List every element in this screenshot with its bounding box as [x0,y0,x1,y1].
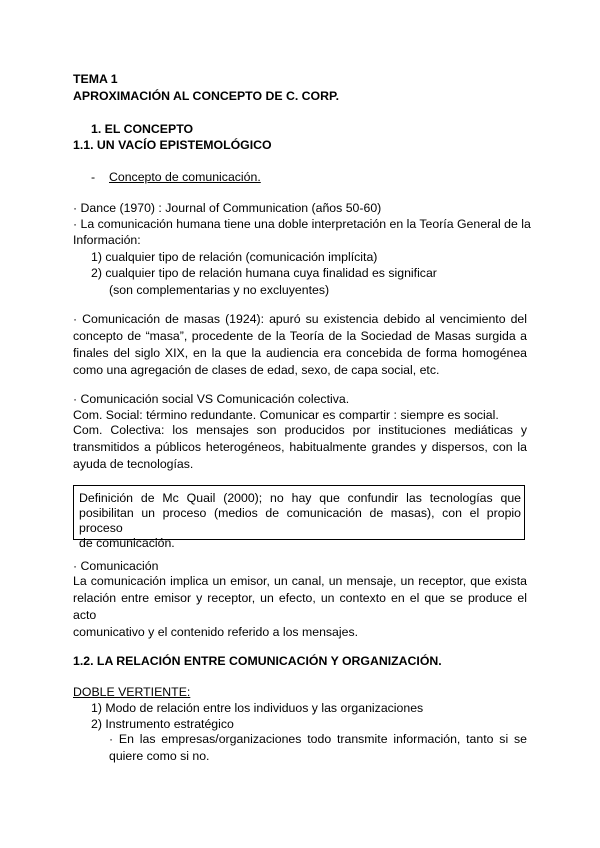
comunicacion-subheading: · Comunicación [73,559,159,573]
section-1-1-heading: 1.1. UN VACÍO EPISTEMOLÓGICO [73,138,272,152]
definition-line-1: Definición de Mc Quail (2000); no hay que confundir las tecnologías que [79,491,521,505]
definition-line-2: posibilitan un proceso (medios de comunicación de masas), con el propio proceso [79,506,521,535]
definition-line-3: de comunicación. [79,536,175,550]
masas-line-2: concepto de “masa”, procedente de la Teoría de la Sociedad de Masas surgida a [73,329,527,343]
social-line-2: Com. Social: término redundante. Comunicar es compartir : siempre es social. [73,408,499,422]
masas-paragraph [73,311,527,379]
masas-line-3: finales del siglo XIX, en la que la audiencia era concebida de forma homogénea [73,346,527,360]
empresas-line-1: · En las empresas/organizaciones todo transmite información, tanto si se [109,732,527,746]
empresas-paragraph [109,731,527,765]
comunicacion-line-1: La comunicación implica un emisor, un canal, un mensaje, un receptor, que exista [73,574,527,588]
humana-line-2: Información: [73,233,141,247]
document-title: APROXIMACIÓN AL CONCEPTO DE C. CORP. [73,89,340,103]
comunicacion-line-3: comunicativo y el contenido referido a los mensajes. [73,625,359,639]
doble-vertiente-heading: DOBLE VERTIENTE: [73,685,191,699]
list-item-1: 1) cualquier tipo de relación (comunicación implícita) [91,250,378,264]
social-line-1: · Comunicación social VS Comunicación colectiva. [73,392,350,406]
dance-line: · Dance (1970) : Journal of Communication (años 50-60) [73,201,382,215]
masas-line-1: · Comunicación de masas (1924): apuró su existencia debido al vencimiento del [73,312,527,326]
comunicacion-paragraph [73,573,527,641]
masas-line-4: como una agregación de clases de edad, sexo, de capa social, etc. [73,363,440,377]
vertiente-item-2: 2) Instrumento estratégico [91,717,234,731]
empresas-line-2: quiere como si no. [109,749,210,763]
colectiva-line-1: Com. Colectiva: los mensajes son producidos por instituciones mediáticas y [73,423,527,437]
list-item-2: 2) cualquier tipo de relación humana cuya finalidad es significar [91,266,437,280]
colectiva-paragraph [73,422,527,473]
comunicacion-line-2: relación entre emisor y receptor, un efecto, un contexto en el que se produce el acto [73,591,527,622]
section-1-2-heading: 1.2. LA RELACIÓN ENTRE COMUNICACIÓN Y ORGANIZACIÓN. [73,654,442,668]
list-dash: - [91,170,96,184]
vertiente-item-1: 1) Modo de relación entre los individuos y las organizaciones [91,701,424,715]
tema-heading: TEMA 1 [73,72,118,86]
concepto-subheading: Concepto de comunicación. [109,170,261,184]
definition-text [79,491,521,551]
humana-line-1: · La comunicación humana tiene una doble interpretación en la Teoría General de la [73,217,531,231]
colectiva-line-3: ayuda de tecnologías. [73,457,194,471]
list-item-2-note: (son complementarias y no excluyentes) [109,283,330,297]
colectiva-line-2: transmitidos a públicos heterogéneos, habitualmente grandes y dispersos, con la [73,440,527,454]
section-1-heading: 1. EL CONCEPTO [91,122,194,136]
